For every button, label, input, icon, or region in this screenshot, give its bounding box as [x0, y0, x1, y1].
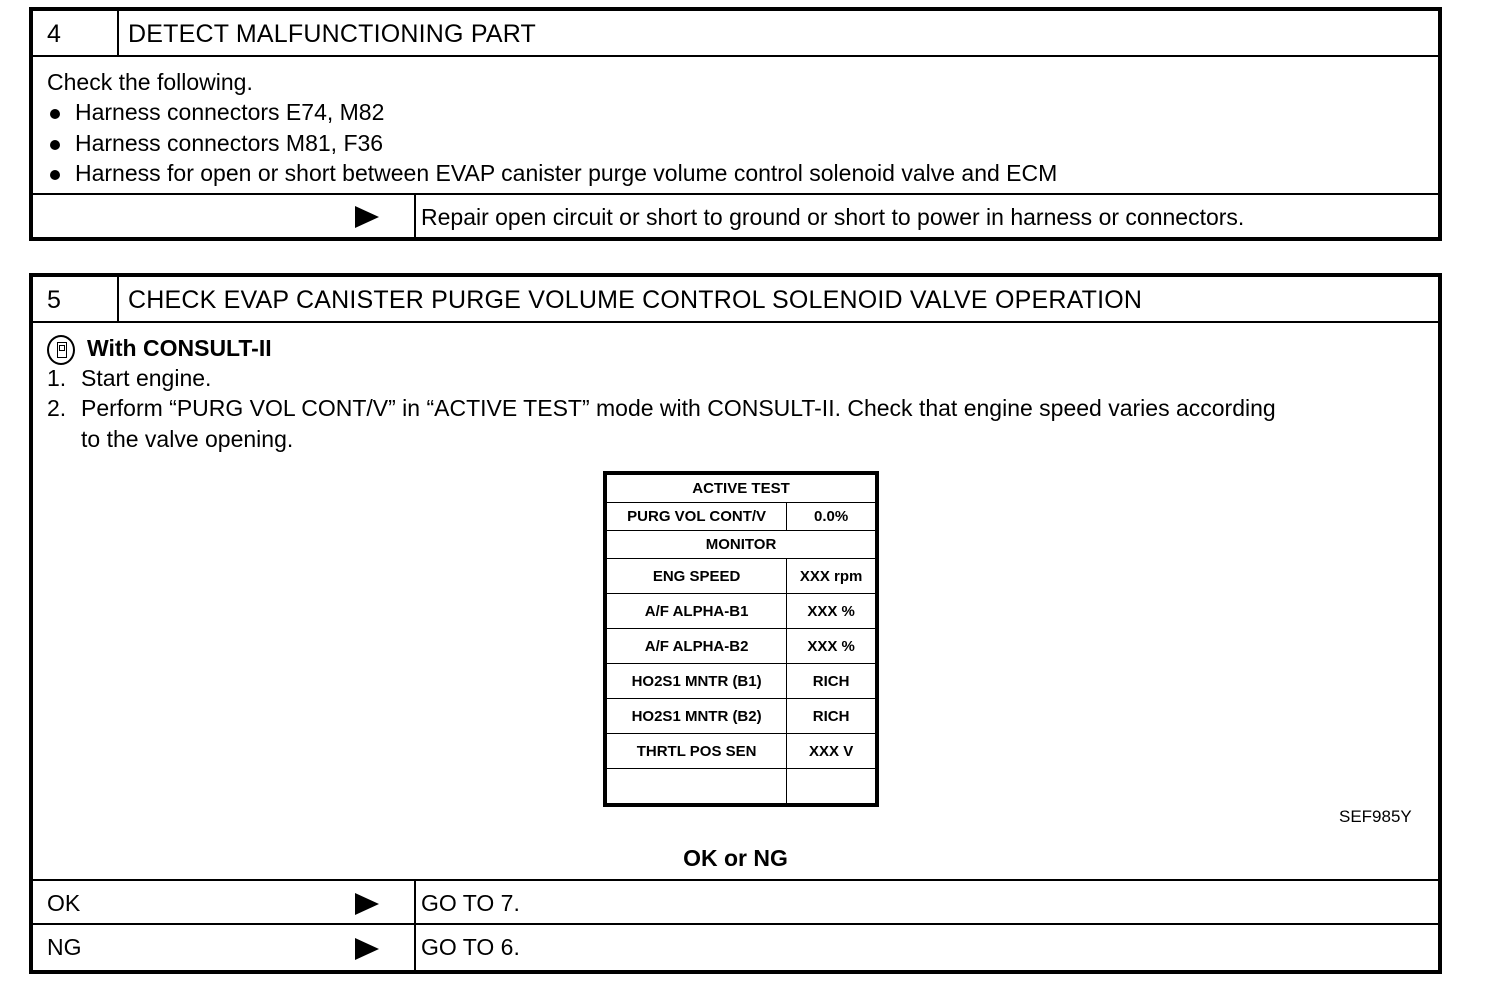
step-number-1: 1. — [47, 365, 67, 391]
outcome-result: GO TO 6. — [421, 934, 520, 960]
active-test-header: ACTIVE TEST — [607, 475, 876, 503]
monitor-label — [607, 769, 787, 804]
monitor-value: XXX rpm — [787, 559, 876, 594]
step-4-box — [29, 7, 1442, 241]
outcome-row-ng — [33, 923, 1438, 972]
step-text-1: Start engine. — [81, 365, 212, 391]
step-text-2-cont: to the valve opening. — [81, 426, 294, 452]
step-5-header — [33, 277, 1438, 323]
bullet-dot — [50, 140, 60, 150]
arrow-right-icon — [355, 938, 379, 960]
step-4-bullet-1: Harness connectors E74, M82 — [75, 99, 385, 125]
step-4-number: 4 — [33, 11, 119, 55]
step-4-bullet-2: Harness connectors M81, F36 — [75, 130, 384, 156]
active-test-screen — [603, 471, 879, 807]
monitor-label: A/F ALPHA-B1 — [607, 594, 787, 629]
monitor-value: XXX % — [787, 594, 876, 629]
monitor-label: ENG SPEED — [607, 559, 787, 594]
step-4-bullet-3: Harness for open or short between EVAP canister purge volume control solenoid valve and ECM — [75, 160, 1058, 186]
monitor-label: A/F ALPHA-B2 — [607, 629, 787, 664]
figure-reference: SEF985Y — [1339, 807, 1412, 826]
monitor-label: HO2S1 MNTR (B1) — [607, 664, 787, 699]
outcome-label: NG — [47, 934, 82, 960]
test-item-label: PURG VOL CONT/V — [607, 503, 787, 531]
decision-label: OK or NG — [683, 845, 788, 871]
outcome-row-ok — [33, 879, 1438, 925]
step-text-2: Perform “PURG VOL CONT/V” in “ACTIVE TEST” mode with CONSULT-II. Check that engine speed varies according — [81, 395, 1276, 421]
step-4-intro: Check the following. — [47, 69, 253, 95]
outcome-result: GO TO 7. — [421, 890, 520, 916]
step-4-result-text: Repair open circuit or short to ground or short to power in harness or connectors. — [421, 204, 1245, 230]
monitor-label: THRTL POS SEN — [607, 734, 787, 769]
monitor-value: RICH — [787, 699, 876, 734]
step-4-title: DETECT MALFUNCTIONING PART — [128, 20, 537, 48]
monitor-value: RICH — [787, 664, 876, 699]
consult-mode-heading: With CONSULT-II — [87, 335, 272, 361]
monitor-value: XXX V — [787, 734, 876, 769]
step-5-number: 5 — [33, 277, 119, 321]
step-5-box — [29, 273, 1442, 974]
step-number-2: 2. — [47, 395, 67, 421]
arrow-right-icon — [355, 206, 379, 228]
monitor-header: MONITOR — [607, 531, 876, 559]
arrow-right-icon — [355, 893, 379, 915]
bullet-dot — [50, 109, 60, 119]
step-5-title: CHECK EVAP CANISTER PURGE VOLUME CONTROL SOLENOID VALVE OPERATION — [128, 286, 1143, 314]
test-item-value: 0.0% — [787, 503, 876, 531]
monitor-value — [787, 769, 876, 804]
monitor-label: HO2S1 MNTR (B2) — [607, 699, 787, 734]
result-divider — [414, 881, 416, 925]
step-4-result-row — [33, 193, 1438, 239]
monitor-value: XXX % — [787, 629, 876, 664]
consult-tool-icon — [47, 335, 75, 365]
result-divider — [414, 195, 416, 239]
result-divider — [414, 925, 416, 972]
step-4-header — [33, 11, 1438, 57]
outcome-label: OK — [47, 890, 81, 916]
bullet-dot — [50, 170, 60, 180]
